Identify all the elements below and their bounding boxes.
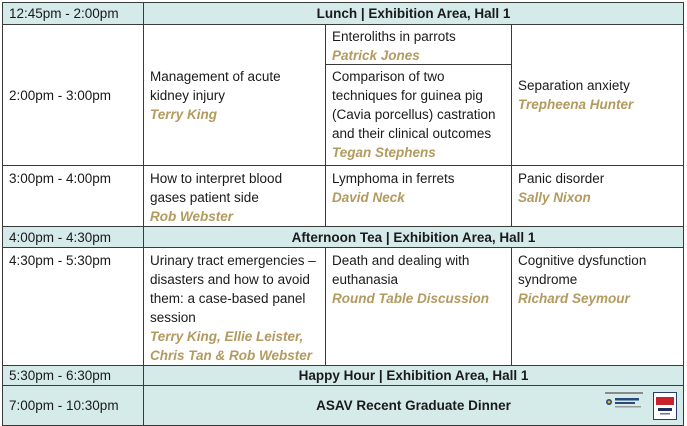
time-cell: 7:00pm - 10:30pm [3, 386, 144, 426]
session-row-430pm [3, 248, 684, 366]
talk-title: Enteroliths in parrots [332, 29, 456, 44]
speaker-name: Richard Seymour [518, 291, 630, 306]
bog-specialist-logo-mark [605, 392, 643, 412]
speaker-name: Tegan Stephens [332, 145, 436, 160]
session-part [326, 64, 511, 165]
hills-logo-mark [654, 406, 676, 418]
time-cell: 4:00pm - 4:30pm [3, 227, 144, 248]
session-cell [326, 166, 512, 227]
session-cell [326, 248, 512, 366]
talk-title: Urinary tract emergencies – disasters and how to avoid them: a case-based panel session [150, 253, 316, 325]
time-cell: 4:30pm - 5:30pm [3, 248, 144, 366]
session-cell [512, 248, 684, 366]
lunch-row [3, 3, 684, 25]
talk-title: Cognitive dysfunction syndrome [518, 253, 647, 287]
session-row-2pm [3, 25, 684, 166]
lunch-title: Lunch | Exhibition Area, Hall 1 [144, 3, 684, 25]
speaker-name: Patrick Jones [332, 48, 420, 63]
happy-hour-title: Happy Hour | Exhibition Area, Hall 1 [144, 366, 684, 386]
afternoon-tea-row [3, 227, 684, 248]
hills-logo [653, 392, 677, 420]
session-row-3pm [3, 166, 684, 227]
talk-title: Panic disorder [518, 171, 605, 186]
session-cell [144, 25, 326, 166]
session-cell [144, 166, 326, 227]
time-cell: 12:45pm - 2:00pm [3, 3, 144, 25]
talk-title: Management of acute kidney injury [150, 68, 281, 103]
time-cell: 2:00pm - 3:00pm [3, 25, 144, 166]
happy-hour-row [3, 366, 684, 386]
speaker-name: Trepheena Hunter [518, 97, 634, 112]
sponsor-logos [605, 392, 677, 420]
speaker-name: Sally Nixon [518, 190, 591, 205]
time-cell: 5:30pm - 6:30pm [3, 366, 144, 386]
speaker-name: Terry King, Ellie Leister, Chris Tan & Rob Webster [150, 329, 313, 363]
speaker-name: David Neck [332, 190, 405, 205]
afternoon-tea-title: Afternoon Tea | Exhibition Area, Hall 1 [144, 227, 684, 248]
dinner-title: ASAV Recent Graduate Dinner [316, 398, 511, 413]
talk-title: Death and dealing with euthanasia [332, 253, 470, 287]
time-cell: 3:00pm - 4:00pm [3, 166, 144, 227]
program-table [2, 2, 684, 426]
talk-title: How to interpret blood gases patient side [150, 171, 283, 205]
dinner-row [3, 386, 684, 426]
dinner-cell [144, 386, 684, 426]
talk-title: Lymphoma in ferrets [332, 171, 455, 186]
bog-specialist-logo [605, 392, 643, 414]
speaker-name: Round Table Discussion [332, 291, 490, 306]
talk-title: Comparison of two techniques for guinea pig (Cavia porcellus) castration and their clinical outcomes [332, 69, 496, 141]
talk-title: Separation anxiety [518, 78, 630, 93]
session-cell [144, 248, 326, 366]
session-cell [512, 25, 684, 166]
session-part [326, 25, 511, 64]
session-cell-split [326, 25, 512, 166]
speaker-name: Terry King [150, 106, 218, 122]
session-cell [512, 166, 684, 227]
speaker-name: Rob Webster [150, 209, 234, 224]
